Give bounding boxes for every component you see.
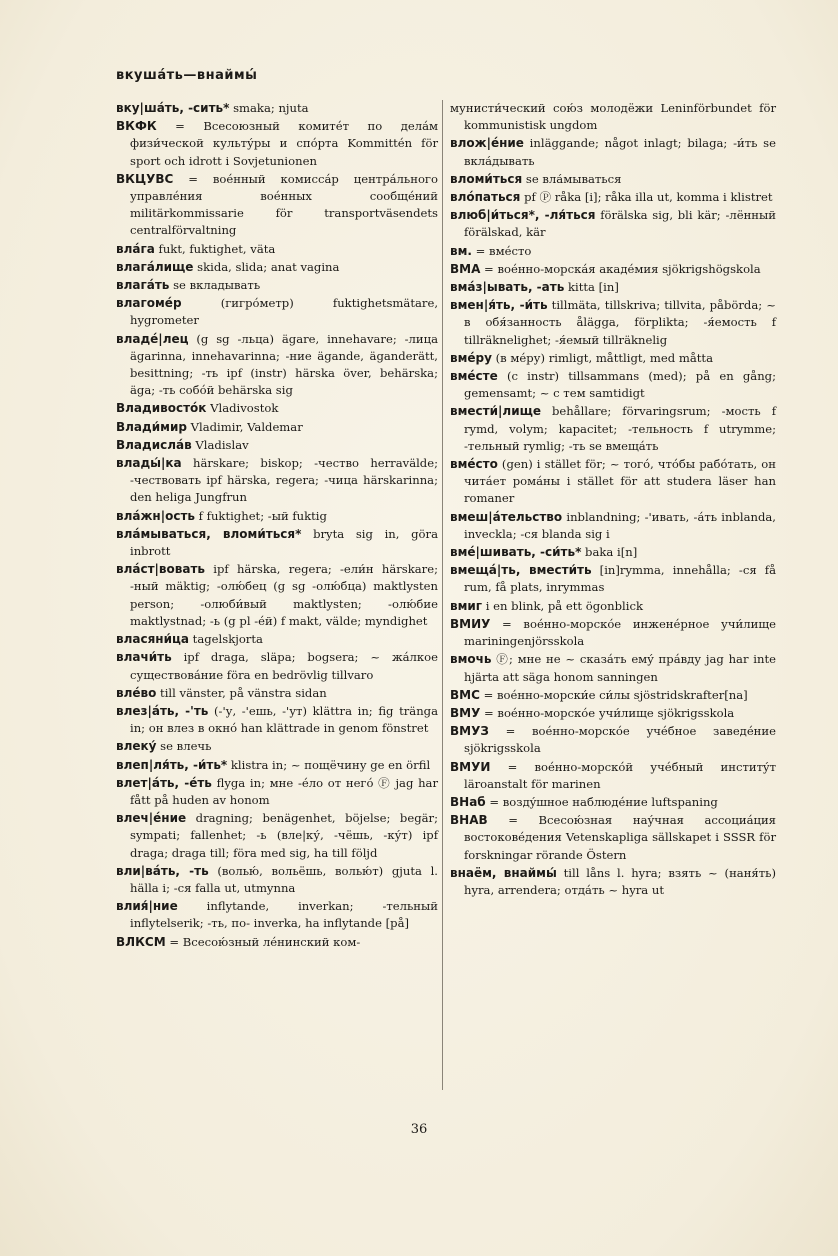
entry-definition: = воéнно-морскóй учéбный инститýт läroanstalt för marinen xyxy=(464,759,776,791)
entry-definition: = воéнно-морскáя акадéмия sjökrigshögskola xyxy=(480,261,761,276)
dictionary-entry xyxy=(450,687,776,704)
dictionary-entry xyxy=(450,705,776,722)
dictionary-entry xyxy=(116,277,438,294)
entry-definition: baka i[n] xyxy=(581,545,638,560)
entry-definition: (-'у, -'ешь, -'ут) klättra in; fig tränga in; он влез в окнó han klättrade in genom fönstret xyxy=(130,703,439,736)
entry-headword: вмиг xyxy=(450,598,483,613)
dictionary-entry xyxy=(116,738,438,755)
entry-headword: вмещá|ть, вмести́ть xyxy=(450,563,592,578)
entry-headword: ВНаб xyxy=(450,794,486,809)
dictionary-entry xyxy=(116,241,438,258)
entry-headword: влáст|вовать xyxy=(116,562,206,577)
entry-definition: klistra in; ~ пощёчину ge en örfil xyxy=(227,757,431,772)
entry-headword: влагомéр xyxy=(116,296,182,311)
dictionary-entry xyxy=(116,259,438,276)
entry-definition: inblandning; -'ивать, -áть inblanda, inveckla; -ся blanda sig i xyxy=(464,509,776,541)
dictionary-entry xyxy=(450,509,776,543)
entry-definition: dragning; benägenhet, böjelse; begär; sympati; fallenhet; -ь (вле|ку́, -чёшь, -ку́т) ipf draga; draga till; föra med sig, ha till följd xyxy=(130,811,438,860)
entry-headword: вм. xyxy=(450,243,472,258)
entry-headword: владé|лец xyxy=(116,331,189,346)
entry-headword: вмéру xyxy=(450,350,492,365)
dictionary-entry xyxy=(450,279,776,296)
entry-headword: внаём, внаймы́ xyxy=(450,865,557,880)
entry-headword: вмéсте xyxy=(450,369,498,384)
entry-definition: = Всесою́зный лéнинский ком- xyxy=(165,934,361,949)
entry-definition: bryta sig in, göra inbrott xyxy=(130,526,438,559)
dictionary-entry xyxy=(116,757,438,774)
entry-definition: f fuktighet; -ый fuktig xyxy=(195,508,327,523)
entry-headword: влáга xyxy=(116,241,155,256)
entry-headword: ВМС xyxy=(450,687,480,702)
dictionary-entry xyxy=(116,118,438,170)
entry-headword: вмéсто xyxy=(450,457,498,472)
entry-headword: Владислáв xyxy=(116,437,192,452)
entry-headword: вку|шáть, -сить* xyxy=(116,101,230,115)
dictionary-entry xyxy=(450,562,776,596)
dictionary-entry xyxy=(450,544,776,561)
running-head: вкушáть—внаймы́ xyxy=(116,68,258,83)
dictionary-entry xyxy=(116,810,438,862)
dictionary-entry xyxy=(116,685,438,702)
entry-definition: till låns l. hyra; взять ~ (наня́ть) hyra, arrendera; отдáть ~ hyra ut xyxy=(464,865,776,897)
dictionary-entry xyxy=(450,616,776,650)
entry-headword: влачи́ть xyxy=(116,650,172,665)
dictionary-entry xyxy=(116,561,438,630)
entry-definition: (гигрóметр) fuktighetsmätare, hygrometer xyxy=(130,296,438,328)
entry-headword: влады́|ка xyxy=(116,456,182,471)
dictionary-entry xyxy=(450,297,776,349)
entry-definition: flyga in; мне -éло от негó Ⓕ jag har fått på huden av honom xyxy=(130,775,438,807)
entry-headword: влез|áть, -'ть xyxy=(116,703,209,718)
page-number: 36 xyxy=(410,1122,428,1137)
entry-headword: влáмываться, вломи́ться* xyxy=(116,526,302,541)
entry-definition: = воéнно-морски́е си́лы sjöstridskrafter[na] xyxy=(479,687,748,702)
entry-headword: вмé|шивать, -си́ть* xyxy=(450,545,582,560)
entry-definition: tagelskjorta xyxy=(189,632,263,647)
entry-definition: se вкладывать xyxy=(169,278,261,293)
dictionary-entry xyxy=(450,368,776,402)
entry-definition: behållare; förvaringsrum; -мость f rymd, volym; kapacitet; -тельность f utrymme; -тельный rymlig; -ть se вмещáть xyxy=(464,404,776,453)
entry-headword: Владивостóк xyxy=(116,401,207,416)
entry-headword: вмен|я́ть, -и́ть xyxy=(450,298,548,313)
entry-definition: härskare; biskop; -чество herravälde; -чествовать ipf härska, regera; -чица härskarinna; den heliga Jungfrun xyxy=(130,456,438,505)
entry-definition: smaka; njuta xyxy=(229,101,309,115)
dictionary-entry xyxy=(116,898,438,932)
entry-headword: Влади́мир xyxy=(116,419,187,434)
dictionary-entry xyxy=(450,189,776,206)
entry-headword: вмáз|ывать, -ать xyxy=(450,280,565,295)
entry-definition: [in]rymma, innehålla; -ся få rum, få plats, inrymmas xyxy=(464,563,776,595)
entry-definition: ipf härska, regera; -ели́н härskare; -ный mäktig; -олю́бец (g sg -олю́бца) maktlysten person; -олюби́вый maktlysten; -олю́бие maktlystnad; -ь (g pl -éй) f makt, välde; myndighet xyxy=(130,562,438,628)
entry-definition: Vladimir, Valdemar xyxy=(186,419,303,434)
entry-definition: tillmäta, tillskriva; tillvita, påbörda; ~ в обя́занность ålägga, förplikta; -я́емость f tillräknelighet; -я́емый tillräknelig xyxy=(464,298,776,347)
entry-definition: i en blink, på ett ögonblick xyxy=(482,598,643,613)
dictionary-entry xyxy=(116,419,438,436)
entry-definition: = воздýшное наблюдéние luftspaning xyxy=(485,794,718,809)
dictionary-entry xyxy=(450,171,776,188)
entry-headword: влюб|и́ться*, -ля́ться xyxy=(450,208,596,223)
entry-headword: влóпаться xyxy=(450,190,521,205)
entry-definition: se влечь xyxy=(156,739,212,754)
dictionary-entry xyxy=(116,331,438,400)
dictionary-entry xyxy=(116,455,438,507)
dictionary-entry xyxy=(450,100,776,134)
dictionary-entry xyxy=(116,934,438,951)
entry-headword: влагáть xyxy=(116,278,170,293)
dictionary-entry xyxy=(450,403,776,455)
entry-headword: влéво xyxy=(116,685,157,700)
entry-definition: мунисти́ческий сою́з молодёжи Leninförbundet för kommunistisk ungdom xyxy=(450,101,776,133)
entry-definition: inflytande, inverkan; -тельный inflytelserik; -ть, по- inverka, ha inflytande [på] xyxy=(130,899,438,931)
entry-headword: влагáлище xyxy=(116,259,194,274)
dictionary-entry xyxy=(116,437,438,454)
dictionary-entry xyxy=(116,775,438,809)
dictionary-entry xyxy=(450,865,776,899)
entry-headword: ВКЦУВС xyxy=(116,171,174,186)
entry-definition: Vladivostok xyxy=(206,401,279,416)
entry-headword: вломи́ться xyxy=(450,171,523,186)
dictionary-entry xyxy=(116,508,438,525)
entry-definition: = Всесою́зная нау́чная ассоциáция востоковéдения Vetenskapliga sällskapet i SSSR för forskningar rörande Östern xyxy=(464,813,776,862)
entry-definition: (волью́, вольёшь, волью́т) gjuta l. hälla i; -ся falla ut, utmynna xyxy=(130,863,438,895)
dictionary-entry xyxy=(116,526,438,560)
entry-definition: fukt, fuktighet, väta xyxy=(154,241,276,256)
dictionary-entry xyxy=(116,171,438,240)
dictionary-entry xyxy=(450,723,776,757)
entry-definition: kitta [in] xyxy=(564,280,619,295)
dictionary-entry xyxy=(450,350,776,367)
dictionary-entry xyxy=(116,649,438,683)
entry-definition: = воéнный комиссáр центрáльного управлéния воéнных сообщéний militärkommissarie för transportväsendets centralförvaltning xyxy=(130,171,438,238)
entry-definition: = воéнно-морскóе инженéрное учи́лище mariningenjörsskola xyxy=(464,616,776,649)
entry-headword: ВМИУ xyxy=(450,616,491,631)
entry-headword: ВМА xyxy=(450,261,481,276)
entry-headword: ВМУЗ xyxy=(450,724,489,739)
entry-definition: till vänster, på vänstra sidan xyxy=(156,685,327,700)
right-column xyxy=(450,100,776,900)
entry-definition: förälska sig, bli kär; -лённый förälskad, kär xyxy=(464,208,776,240)
entry-headword: влет|áть, -éть xyxy=(116,775,212,790)
entry-headword: вмеш|áтельство xyxy=(450,509,563,524)
entry-headword: ВНАВ xyxy=(450,813,488,828)
entry-headword: ВМУИ xyxy=(450,759,491,774)
dictionary-entry xyxy=(116,703,438,737)
entry-headword: влáжн|ость xyxy=(116,508,195,523)
entry-headword: вли|вáть, -ть xyxy=(116,863,209,878)
entry-headword: влож|éние xyxy=(450,136,524,151)
entry-definition: pf Ⓟ råka [i]; råka illa ut, komma i klistret xyxy=(520,190,773,205)
dictionary-entry xyxy=(116,295,438,329)
entry-definition: inläggande; något inlagt; bilaga; -и́ть se вкла́дывать xyxy=(464,136,776,168)
entry-definition: skida, slida; anat vagina xyxy=(193,259,340,274)
entry-definition: = вмéсто xyxy=(471,243,532,258)
entry-definition: = воéнно-морскóе учéбное заведéние sjökrigsskola xyxy=(464,724,776,756)
entry-definition: (с instr) tillsammans (med); på en gång; gemensamt; ~ с тем samtidigt xyxy=(464,369,776,401)
entry-headword: вмочь xyxy=(450,652,492,667)
dictionary-entry xyxy=(116,400,438,417)
dictionary-entry xyxy=(450,759,776,793)
entry-definition: Vladislav xyxy=(191,437,249,452)
entry-headword: влия́|ние xyxy=(116,899,178,914)
dictionary-entry xyxy=(450,651,776,685)
column-divider xyxy=(442,100,443,1090)
entry-headword: вмести́|лище xyxy=(450,404,542,419)
entry-headword: ВКФК xyxy=(116,119,157,134)
entry-definition: Ⓕ; мне не ~ сказáть емý прáвду jag har inte hjärta att säga honom sanningen xyxy=(464,652,776,684)
entry-definition: = Всесоюзный комитéт по делáм физи́ческой культу́ры и спóрта Kommittén för sport och idrott i Sovjetunionen xyxy=(130,119,438,168)
dictionary-entry xyxy=(450,207,776,241)
entry-headword: влеч|éние xyxy=(116,811,187,826)
entry-definition: (gen) i stället för; ~ тогó, чтóбы рабóтать, он читáет ромáны i stället för att studera läser han romaner xyxy=(464,457,776,506)
dictionary-entry xyxy=(116,100,438,117)
entry-headword: влеку́ xyxy=(116,739,157,754)
entry-headword: влеп|ля́ть, -и́ть* xyxy=(116,757,228,772)
dictionary-entry xyxy=(450,794,776,811)
entry-definition: (g sg -льца) ägare, innehavare; -лица ägarinna, innehavarinna; -ние ägande, äganderätt, besittning; -ть ipf (instr) härska över, behärska; äga; -ть собóй behärska sig xyxy=(130,331,438,398)
dictionary-entry xyxy=(450,261,776,278)
entry-definition: ipf draga, släpa; bogsera; ~ жáлкое существовáние föra en bedrövlig tillvaro xyxy=(130,650,438,682)
entry-headword: власяни́ца xyxy=(116,632,189,647)
dictionary-entry xyxy=(116,863,438,897)
dictionary-entry xyxy=(116,631,438,648)
dictionary-entry xyxy=(450,812,776,864)
entry-headword: ВМУ xyxy=(450,705,481,720)
entry-headword: ВЛКСМ xyxy=(116,934,166,949)
dictionary-entry xyxy=(450,456,776,508)
left-column xyxy=(116,100,438,952)
entry-definition: = воéнно-морскóе учи́лище sjökrigsskola xyxy=(480,705,735,720)
dictionary-entry xyxy=(450,598,776,615)
entry-definition: (в мéру) rimligt, måttligt, med måtta xyxy=(491,350,714,365)
entry-definition: se вла́мываться xyxy=(522,171,622,186)
dictionary-entry xyxy=(450,135,776,169)
dictionary-entry xyxy=(450,243,776,260)
